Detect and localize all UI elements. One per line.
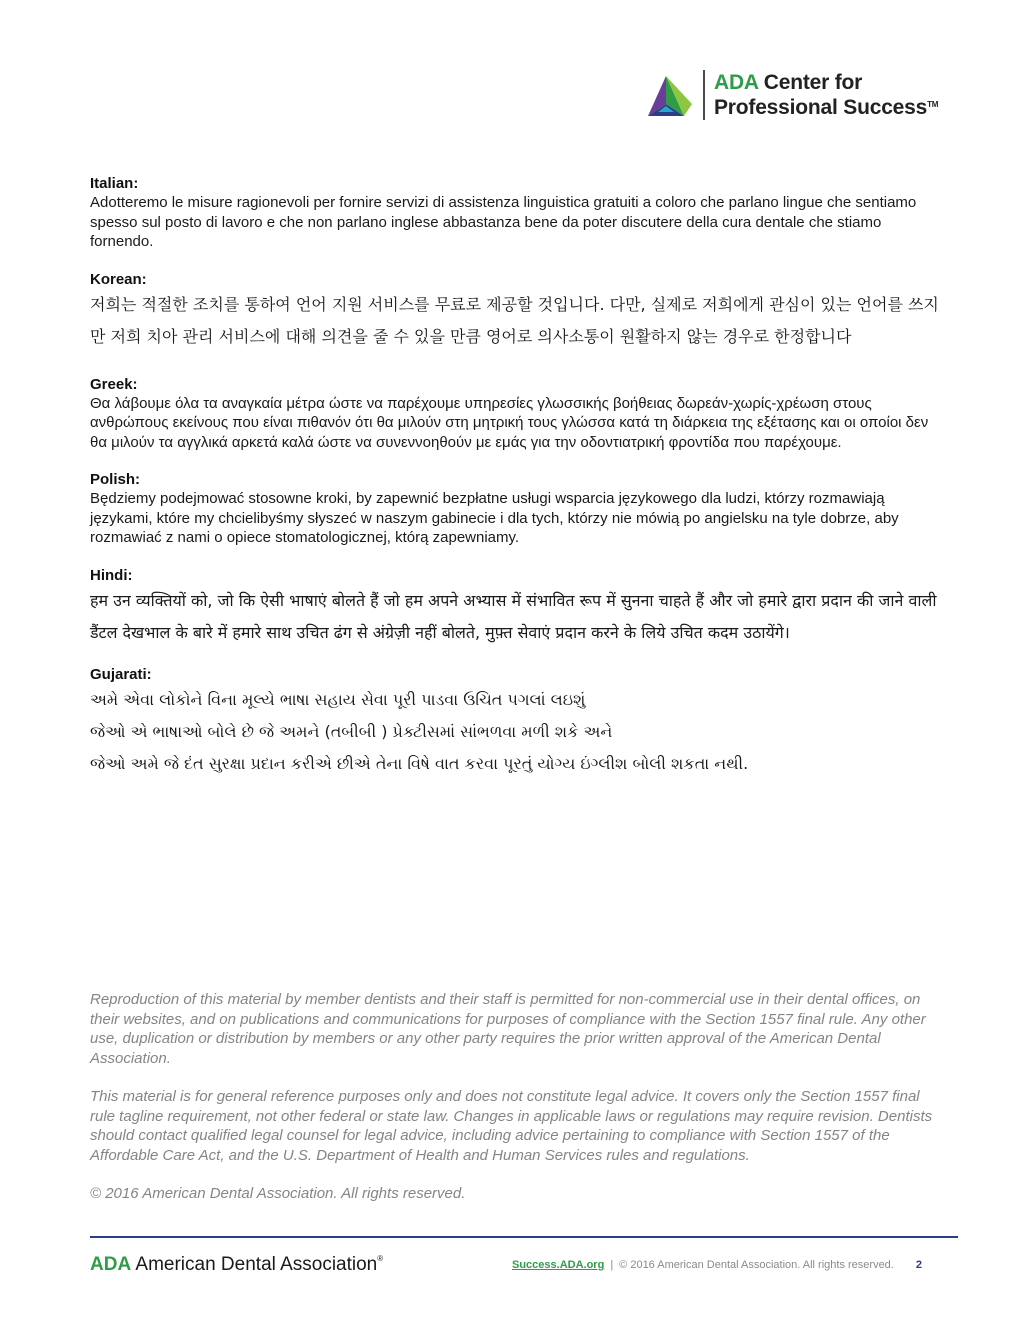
section-italian: [90, 174, 940, 252]
section-gujarati: [90, 665, 940, 780]
ada-cps-logo: [646, 68, 946, 124]
footer-logo-name: American Dental Association: [135, 1254, 378, 1275]
body-gujarati: [90, 684, 940, 780]
footer-divider: [90, 1236, 958, 1238]
logo-divider: [703, 70, 705, 120]
footer-logo-reg: ®: [377, 1254, 384, 1263]
logo-brand: ADA: [714, 71, 759, 94]
heading-polish: Polish:: [90, 471, 141, 488]
disclaimer-copyright: © 2016 American Dental Association. All rights reserved.: [90, 1185, 466, 1202]
body-korean: 저희는 적절한 조치를 통하여 언어 지원 서비스를 무료로 제공할 것입니다. 다만, 실제로 저희에게 관심이 있는 언어를 쓰지만 저희 치아 관리 서비스에 대해 의견을 줄 수 있을 만큼 영어로 의사소통이 원활하지 않는 경우로 한정합니다: [90, 294, 939, 346]
footer-separator: |: [610, 1259, 614, 1271]
gujarati-line-3: જેઓ અમે જે દંત સુરક્ષા પ્રદાન કરીએ છીએ તેના વિષે વાત કરવા પૂરતું યોગ્ય ઇંગ્લીશ બોલી શકતા નથી.: [90, 753, 749, 773]
heading-greek: Greek:: [90, 375, 138, 393]
section-hindi: [90, 566, 940, 649]
body-polish: Będziemy podejmować stosowne kroki, by zapewnić bezpłatne usługi wsparcia językowego dla ludzi, którzy rozmawiają językami, które my chcielibyśmy słyszeć w naszym gabinecie i dla tych, którzy nie mówią po angielsku na tyle dobrze, aby rozmawiać z nami o opiece stomatologicznej, którą zapewniamy.: [90, 490, 899, 546]
disclaimer-reproduction: Reproduction of this material by member dentists and their staff is permitted for non-commercial use in their dental offices, on their websites, and on publications and communications for purposes of compliance with the Section 1557 final rule. Any other use, duplication or distribution by members or any other party requires the prior written approval of the American Dental Association.: [90, 991, 926, 1067]
section-korean: [90, 270, 940, 353]
logo-tm: TM: [927, 100, 939, 109]
logo-line1-rest: Center for: [763, 71, 863, 94]
section-polish: [90, 470, 940, 548]
logo-title-line1: [714, 71, 862, 95]
body-hindi: हम उन व्यक्तियों को, जो कि ऐसी भाषाएं बोलते हैं जो हम अपने अभ्यास में संभावित रूप में सुनना चाहते हैं और जो हमारे द्वारा प्रदान की जाने वाली डैंटल देखभाल के बारे में हमारे साथ उचित ढंग से अंग्रेज़ी नहीं बोलते, मुफ़्त सेवाएं प्रदान करने के लिये उचित कदम उठायेंगे।: [90, 590, 937, 642]
gujarati-line-2: જેઓ એ ભાષાઓ બોલે છે જે અમને (તબીબી ) પ્રેક્ટીસમાં સાંભળવા મળી શકે અને: [90, 721, 613, 741]
body-greek: Θα λάβουμε όλα τα αναγκαία μέτρα ώστε να παρέχουμε υπηρεσίες γλωσσικής βοήθειας δωρεάν-χωρίς-χρέωση στους ανθρώπους εκείνους που είναι πιθανόν ότι θα μιλούν στη μητρική τους γλώσσα κατά τη διάρκεια της εξέτασης και οι οποίοι δεν θα μιλούν τα αγγλικά αρκετά καλά ώστε να συνεννοηθούν με εμάς για την οδοντιατρική φροντίδα που παρέχουμε.: [90, 394, 929, 451]
page-number: 2: [915, 1259, 922, 1271]
footer-success-link[interactable]: Success.ADA.org: [512, 1259, 605, 1271]
heading-korean: Korean:: [90, 270, 147, 288]
logo-line2-text: Professional Success: [714, 96, 928, 119]
disclaimer: [90, 990, 935, 1223]
footer-meta: [512, 1259, 922, 1271]
section-greek: [90, 375, 940, 453]
heading-italian: Italian:: [90, 175, 139, 192]
heading-hindi: Hindi:: [90, 566, 133, 584]
logo-title-line2: [714, 96, 938, 120]
heading-gujarati: Gujarati:: [90, 665, 152, 683]
body-italian: Adotteremo le misure ragionevoli per fornire servizi di assistenza linguistica gratuiti a coloro che parlano lingue che sentiamo spesso sul posto di lavoro e che non parlano inglese abbastanza bene da poter discutere della cura dentale che stiamo fornendo.: [90, 194, 917, 250]
footer-ada-logo: [90, 1254, 383, 1276]
gujarati-line-1: અમે એવા લોકોને વિના મૂલ્યે ભાષા સહાય સેવા પૂરી પાડવા ઉચિત પગલાં લઇશું: [90, 689, 586, 709]
language-taglines: [90, 174, 940, 798]
disclaimer-reference: This material is for general reference purposes only and does not constitute legal advice. It covers only the Section 1557 final rule tagline requirement, not other federal or state law. Changes in applicable laws or regulations may require revision. Dentists should contact qualified legal counsel for legal advice, including advice pertaining to compliance with Section 1557 of the Affordable Care Act, and the U.S. Department of Health and Human Services rules and regulations.: [90, 1088, 933, 1164]
ada-triangle-logo-icon: [646, 74, 692, 118]
footer-copyright: © 2016 American Dental Association. All rights reserved.: [619, 1259, 894, 1271]
footer-logo-brand: ADA: [90, 1254, 132, 1275]
